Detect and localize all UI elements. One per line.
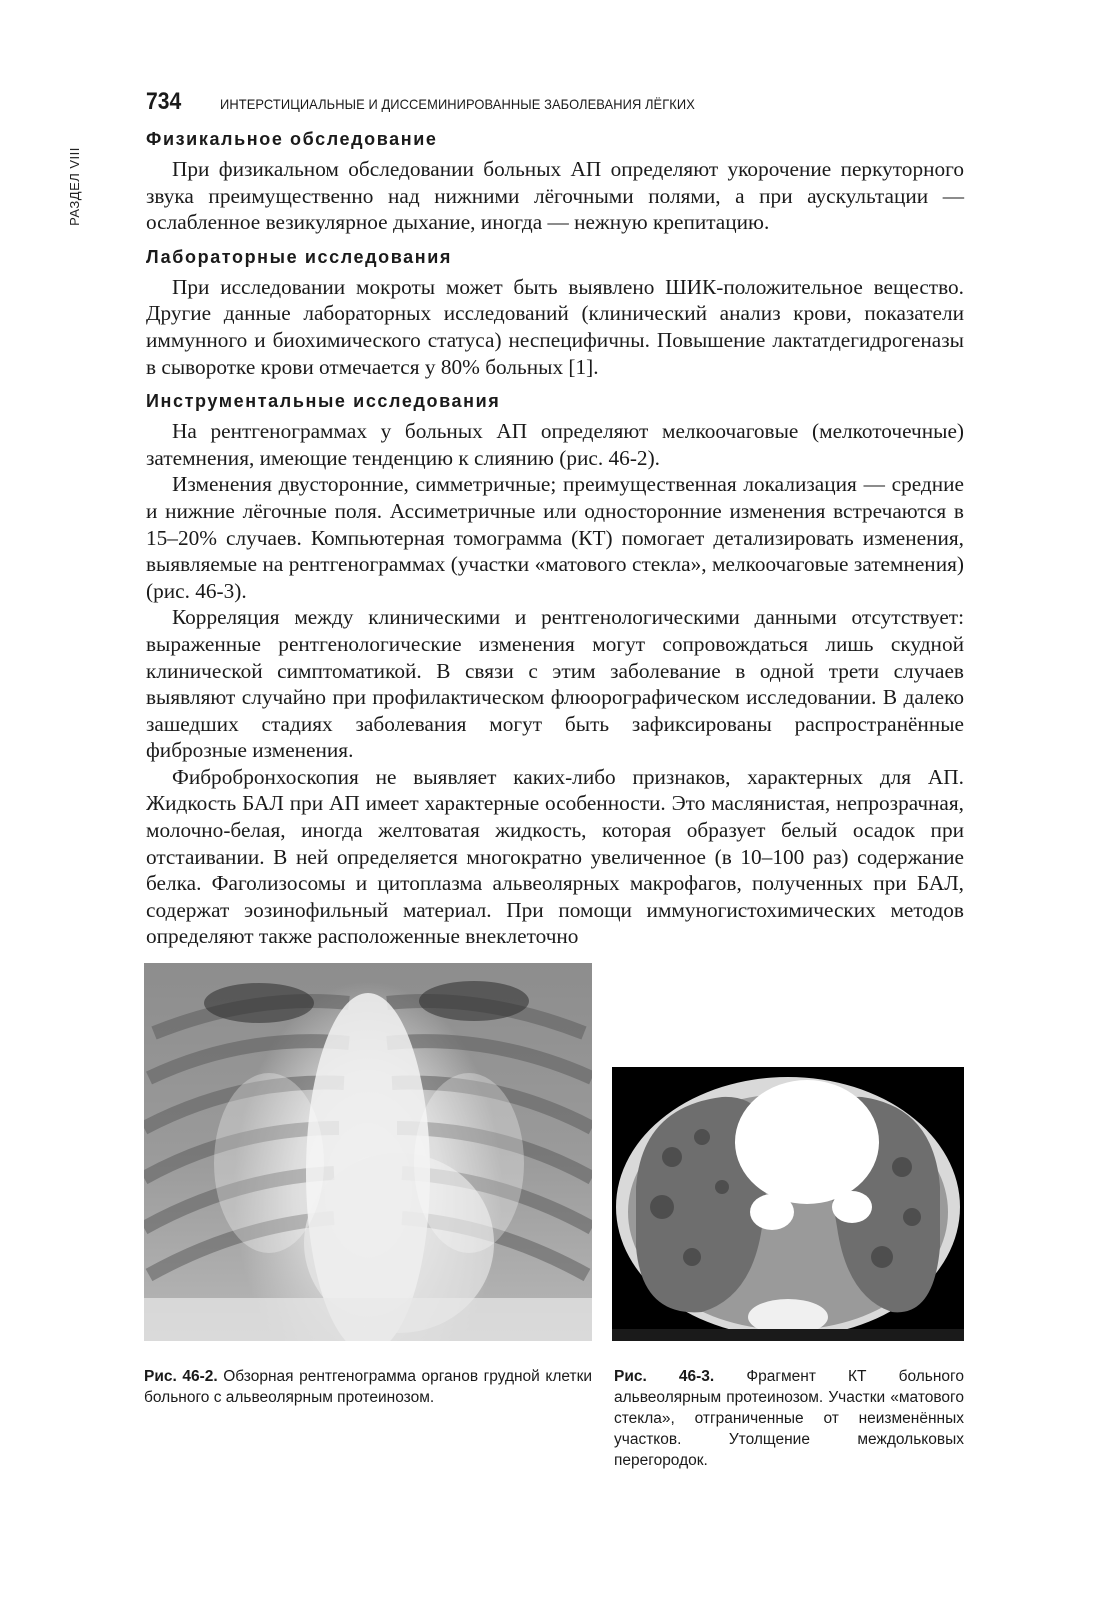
section-side-tab-label: РАЗДЕЛ VIII [66, 146, 82, 226]
heading-lab-tests: Лабораторные исследования [146, 246, 453, 267]
page-body [146, 128, 964, 950]
figure-46-3-label: Рис. 46-3. [614, 1368, 715, 1385]
figure-46-2-text: Обзорная рентгенограмма органов грудной клетки больного с альвеолярным протеинозом. [144, 1368, 593, 1406]
heading-physical-exam: Физикальное обследование [146, 129, 438, 149]
paragraph-bronchoscopy: Фибробронхоскопия не выявляет каких-либо признаков, характерных для АП. Жидкость БАЛ при АП имеет характерные особенности. Это маслянистая, непрозрачная, молочно-белая, иногда желтоватая жидкость, которая образует белый осадок при отстаивании. В ней определяется многократно увеличенное (в 10–100 раз) содержание белка. Фаголизосомы и цитоплазма альвеолярных макрофагов, полученных при БАЛ, содержат эозинофильный материал. При помощи иммуногистохимических методов определяют также расположенные внеклеточно [146, 764, 964, 949]
section-side-tab [62, 138, 86, 234]
paragraph-lab-tests: При исследовании мокроты может быть выявлено ШИК-положительное вещество. Другие данные лабораторных исследований (клинический анализ крови, показатели иммунного и биохимического статуса) неспецифичны. Повышение лактатдегидрогеназы в сыворотке крови отмечается у 80% больных [1]. [146, 274, 964, 379]
figure-46-2-caption [144, 1366, 592, 1408]
running-head [146, 88, 966, 118]
figure-46-3-text: Фрагмент КТ больного альвеолярным протеинозом. Участки «матового стекла», отграниченные от неизменённых участков. Утолщение междольковых перегородок. [614, 1368, 964, 1469]
chest-xray-image [144, 963, 592, 1341]
page-number: 734 [146, 88, 182, 115]
paragraph-xray: На рентгенограммах у больных АП определяют мелкоочаговые (мелкоточечные) затемнения, имеющие тенденцию к слиянию (рис. 46-2). [146, 419, 964, 470]
paragraph-correlation: Корреляция между клиническими и рентгенологическими данными отсутствует: выраженные рентгенологические изменения могут сопровождаться лишь скудной клинической симптоматикой. В связи с этим заболевание в одной трети случаев выявляют случайно при профилактическом флюорографическом исследовании. В далеко зашедших стадиях заболевания могут быть зафиксированы распространённые фиброзные изменения. [146, 605, 964, 763]
heading-instrumental-tests: Инструментальные исследования [146, 391, 501, 412]
paragraph-ct: Изменения двусторонние, симметричные; преимущественная локализация — средние и нижние лёгочные поля. Ассиметричные или односторонние изменения встречаются в 15–20% случаев. Компьютерная томограмма (КТ) помогает детализировать изменения, выявляемые на рентгенограммах (участки «матового стекла», мелкоочаговые затемнения) (рис. 46-3). [146, 472, 964, 603]
figure-46-2-label: Рис. 46-2. [144, 1368, 218, 1385]
running-title: ИНТЕРСТИЦИАЛЬНЫЕ И ДИССЕМИНИРОВАННЫЕ ЗАБОЛЕВАНИЯ ЛЁГКИХ [220, 96, 695, 112]
paragraph-physical-exam: При физикальном обследовании больных АП определяют укорочение перкуторного звука преимущественно над нижними лёгочными полями, а при аускультации — ослабленное везикулярное дыхание, иногда — нежную крепитацию. [146, 157, 964, 235]
figure-46-3-caption [614, 1366, 964, 1471]
ct-scan-image [612, 1067, 964, 1341]
